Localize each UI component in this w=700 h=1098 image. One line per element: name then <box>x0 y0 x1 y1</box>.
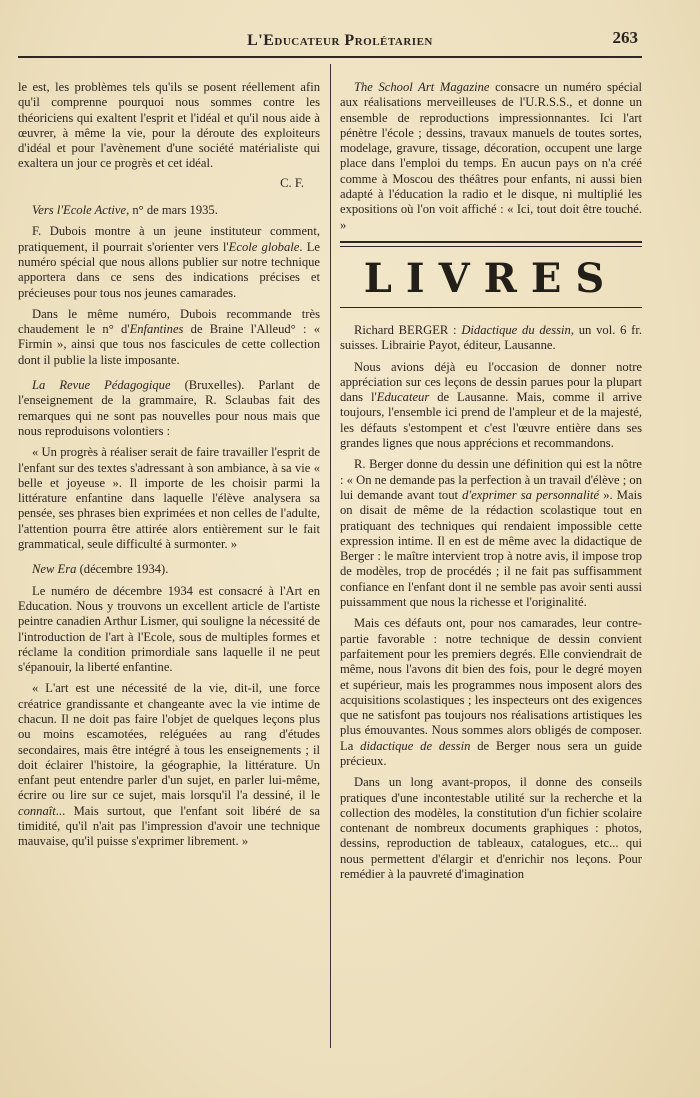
text-emphasis: Enfantines <box>129 322 184 337</box>
journal-issue: , n° de mars 1935. <box>126 203 218 218</box>
text-emphasis: didactique de dessin <box>360 738 471 753</box>
page-number: 263 <box>612 28 638 47</box>
text-emphasis: connaît <box>18 803 56 818</box>
heading-rule-thin <box>340 246 642 247</box>
text-run: Mais ces défauts ont, pour nos camarades, leur contre-partie favorable : notre technique de dessin convient parfaitement pour les premiers degrés. Elle conviendrait de même, nous l'avons dit bien des fois, pour le degré moyen et supérieur, mais les programmes nous imposent alors des acquisitions scolastiques ; les inspecteurs ont des exigences que ne satisfont pas toujours nos réalisations artistiques les plus émouvantes. Nous sommes alors obligés de composer. La <box>340 616 642 753</box>
text-run: de Berger nous sera un guide précieux. <box>340 738 643 768</box>
paragraph-dubois <box>18 224 320 300</box>
quote-sclaubas: « Un progrès à réaliser serait de faire travailler l'esprit de l'enfant sur des textes s'adressant à son ambiance, à sa vie « belle et joyeuse ». Il importe de les choisir parmi la littérature enfantine dans laquelle l'élève analysera sa pensée, ses phrases bien exprimées et non celles de l'adulte, l'attention pourra être attirée alors entièrement sur le fait grammatical, seule difficulté à surmonter. » <box>18 445 320 552</box>
review-revue-pedagogique <box>18 378 320 439</box>
text-emphasis: Ecole globale <box>228 239 300 254</box>
review-text: (Bruxelles). Parlant de l'enseignement de la grammaire, R. Sclaubas fait des remarques qui ne sont pas nouvelles pour nous mais que nous reproduisons volontiers : <box>18 378 320 438</box>
text-run: de Lausanne. Mais, comme il arrive toujours, l'ensemble ici prend de l'ampleur et de la majesté, les défauts s'estompent et c'est l'œuvre entière dans ses grandes lignes que nous apprécions et recommandons. <box>340 390 642 451</box>
book-author: Richard BERGER : <box>354 322 462 337</box>
text-run: Dans le même numéro, Dubois recommande très chaudement le n° d' <box>18 306 320 337</box>
book-title: Didactique du dessin <box>461 322 571 337</box>
running-title: L'Educateur Prolétarien <box>247 32 433 49</box>
text-run: R. Berger donne du dessin une définition qui est la nôtre : « On ne demande pas la perfection à un travail d'élève ; on lui demande avant tout <box>340 457 642 502</box>
right-column <box>340 80 642 888</box>
signature: C. F. <box>280 175 304 190</box>
heading-rule-top <box>340 241 642 243</box>
text-emphasis: Educateur <box>376 390 430 405</box>
text-run: . Le numéro spécial que nous allons publier sur notre technique apportera dans ce sens des indications précises et précieuses pour tous nos jeunes camarades. <box>18 239 320 300</box>
paragraph-avant-propos: Dans un long avant-propos, il donne des conseils pratiques d'une incontestable utilité sur la recherche et la collection des modèles, la constitution d'un fichier scolaire contenant de nombreux documents graphiques : photos, dessins, reproduction de tableaux, catalogues, etc... qui nous permettent d'élargir et d'enrichir nos leçons. Pour remédier à la pauvreté d'imagination <box>340 775 642 882</box>
left-column <box>18 80 320 856</box>
journal-title: Vers l'Ecole Active <box>32 203 127 218</box>
text-run: F. Dubois montre à un jeune instituteur comment, pratiquement, il pourrait s'orienter vers l' <box>18 224 320 254</box>
review-school-art-magazine <box>340 80 642 233</box>
paragraph-definition <box>340 457 642 610</box>
journal-issue: (décembre 1934). <box>76 562 169 577</box>
paragraph-enfantines <box>18 307 320 368</box>
section-heading-livres: LIVRES <box>363 254 619 302</box>
paragraph-new-era: Le numéro de décembre 1934 est consacré à l'Art en Education. Nous y trouvons un excellent article de l'artiste peintre canadien Arthur Lismer, qui souligne la nécessité de l'introduction de l'art à l'Ecole, sous de multiples formes et réclame la condition primordiale sans laquelle il ne peut s'épanouir, la liberté enfantine. <box>18 583 320 675</box>
section-heading-block <box>340 241 642 313</box>
column-divider <box>330 64 331 1048</box>
journal-title: The School Art Magazine <box>354 80 490 94</box>
header-rule <box>18 56 642 58</box>
heading-rule-bottom <box>340 307 642 308</box>
paragraph-continuation: le est, les problèmes tels qu'ils se posent réellement afin qu'il comprenne pourquoi nous sommes contre les théoriciens qui exaltent l'esprit et l'idéal et qu'il nous aide à œuvrer, à même la vie, pour la déroute des exploiteurs d'idéal et pour l'avènement d'une société matérialiste qui exaltera un jour ce progrès et cet idéal. <box>18 80 320 171</box>
book-details: , un vol. 6 fr. suisses. Librairie Payot, éditeur, Lausanne. <box>340 322 642 353</box>
review-vers-ecole-active <box>18 203 320 218</box>
text-run: « L'art est une nécessité de la vie, dit-il, une force créatrice grandissante et changeante avec la vie intime de chacun. Il ne doit pas faire l'objet de quelques leçons plus ou moins escamotées, reléguées au rang d'études secondaires, mais être intégré à tous les enseignements ; il doit éclairer l'histoire, la géographie, la littérature. Un enfant peut entendre parler d'un sujet, en parler lui-même, écrire ou lire sur ce sujet, mais lorsqu'il l'a dessiné, il le <box>18 681 320 803</box>
text-run: de Braine l'Alleud° : « Firmin », ainsi que tous nos fascicules de cette collection dont il publie la liste imposante. <box>18 322 320 367</box>
review-new-era <box>18 562 320 577</box>
text-run: Nous avions déjà eu l'occasion de donner notre appréciation sur ces leçons de dessin parues pour la plupart dans l' <box>340 359 642 405</box>
quote-lismer <box>18 681 320 849</box>
text-emphasis: d'exprimer sa personnalité <box>462 487 600 502</box>
journal-title: New Era <box>32 562 77 577</box>
paragraph-defauts <box>340 616 642 769</box>
page-header <box>20 28 660 54</box>
text-run: ». Mais on disait de même de la rédaction scolastique tout en pratiquant des techniques qui rendaient impossible cette expression intime. Il en est de même avec la didactique de Berger : le maître intervient trop à notre avis, il impose trop de modèles, trop de procédés ; il ne fait pas suffisamment confiance en l'enfant dont il ne semble pas avoir senti aussi puissamment que nous la richesse et l'originalité. <box>340 487 642 610</box>
text-run: ... Mais surtout, que l'enfant soit libéré de sa timidité, qu'il n'ait pas l'impression d'avoir une technique mauvaise, qu'il puisse s'exprimer librement. » <box>18 803 320 849</box>
journal-title: La Revue Pédagogique <box>32 378 171 393</box>
book-entry <box>340 323 642 354</box>
paragraph-appreciation <box>340 360 642 452</box>
review-text: consacre un numéro spécial aux réalisations merveilleuses de l'U.R.S.S., et donne un ensemble de reproductions impressionnantes. Ici l'art pénètre l'école ; dessins, travaux manuels de toutes sortes, modelage, gravure, tissage, décoration, occupent une large place dans l'emploi du temps. En aucun pays on n'a créé comme à Moscou des théâtres pour enfants, ni aussi bien adapté à l'éducation la radio et le disque, ni multiplié les expositions où l'on voit affiché : « Ici, tout doit être touché. » <box>340 80 642 232</box>
